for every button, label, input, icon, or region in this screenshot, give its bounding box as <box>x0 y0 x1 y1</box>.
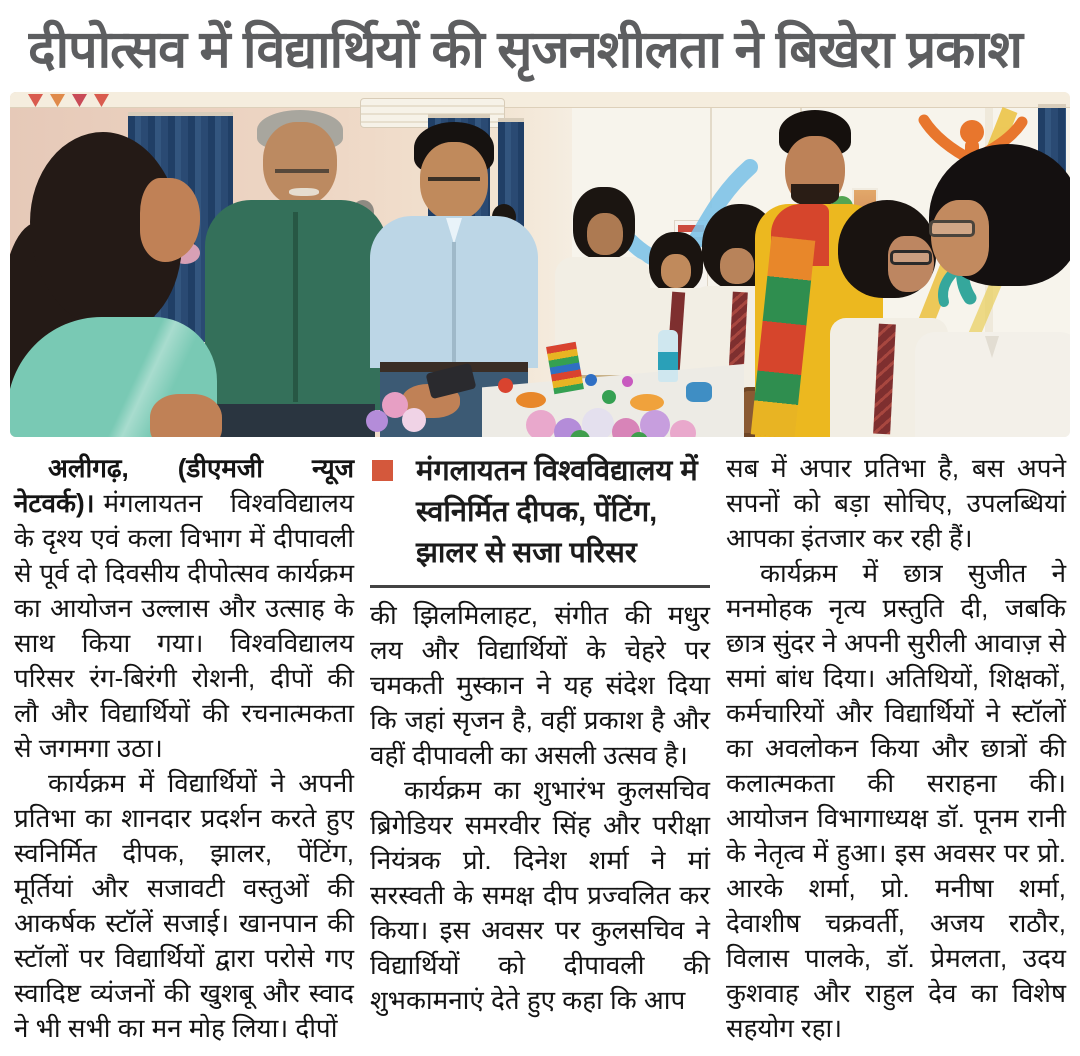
article-column-3 <box>726 451 1066 1046</box>
article-photo <box>10 92 1070 437</box>
paragraph: कार्यक्रम में विद्यार्थियों ने अपनी प्रतिभा का शानदार प्रदर्शन करते हुए स्वनिर्मित दीपक, झालर, पेंटिंग, मूर्तियां और सजावटी वस्तुओं की आकर्षक स्टॉलें सजाई। खानपान की स्टॉलों पर विद्यार्थियों द्वारा परोसे गए स्वादिष्ट व्यंजनों की खुशबू और स्वाद ने भी सभी का मन मोह लिया। दीपों <box>14 768 354 1043</box>
craft-item <box>585 374 597 386</box>
article-headline: दीपोत्सव में विद्यार्थियों की सृजनशीलता ने बिखेरा प्रकाश <box>28 20 1023 79</box>
shirt-buttons <box>293 212 298 402</box>
paragraph: कार्यक्रम का शुभारंभ कुलसचिव ब्रिगेडियर समरवीर सिंह और परीक्षा नियंत्रक प्रो. दिनेश शर्मा ने मां सरस्वती के समक्ष दीप प्रज्वलित कर किया। इस अवसर पर कुलसचिव ने विद्यार्थियों को दीपावली की शुभकामनाएं देते हुए कहा कि आप <box>370 775 710 1015</box>
rangoli-plate <box>630 394 664 411</box>
face <box>661 254 691 288</box>
flower-decor <box>366 410 388 432</box>
dateline: अलीगढ़, (डीएमजी न्यूज नेटवर्क)। <box>14 453 354 518</box>
article-column-2 <box>370 451 710 1046</box>
paragraph: कार्यक्रम में छात्र सुजीत ने मनमोहक नृत्य प्रस्तुति दी, जबकि छात्र सुंदर ने अपनी सुरीली आवाज़ से समां बांध दिया। अतिथियों, शिक्षकों, कर्मचारियों और विद्यार्थियों ने स्टॉलों का अवलोकन किया और छात्रों की कलात्मकता की सराहना की। आयोजन विभागाध्यक्ष डॉ. पूनम रानी के नेतृत्व में हुआ। इस अवसर पर प्रो. आरके शर्मा, प्रो. मनीषा शर्मा, देवाशीष चक्रवर्ती, अजय राठौर, विलास पालके, डॉ. प्रेमलता, उदय कुशवाह और राहुल देव का विशेष सहयोग रहा। <box>726 558 1066 1043</box>
article-body <box>14 451 1066 1046</box>
paragraph: सब में अपार प्रतिभा है, बस अपने सपनों को बड़ा सोचिए, उपलब्धियां आपका इंतजार कर रही हैं। <box>726 453 1066 553</box>
craft-item <box>622 376 633 387</box>
face <box>420 142 488 220</box>
paragraph: की झिलमिलाहट, संगीत की मधुर लय और विद्यार्थियों के चेहरे पर चमकती मुस्कान ने यह संदेश दिया कि जहां सृजन है, वहीं प्रकाश है और वहीं दीपावली का असली उत्सव है। <box>370 600 710 770</box>
arm <box>150 394 222 437</box>
water-bottle <box>658 330 678 382</box>
flower-decor <box>402 408 426 432</box>
face <box>140 178 200 262</box>
photo-woman-teal-saree <box>10 132 217 437</box>
craft-item <box>602 390 616 404</box>
face <box>931 200 989 276</box>
photo-girl-glasses <box>915 144 1070 437</box>
mustache <box>289 188 319 196</box>
face <box>720 248 754 284</box>
subhead-bullet-icon <box>372 460 393 481</box>
shirt-buttons <box>452 242 456 362</box>
flower-decor <box>526 410 556 437</box>
glasses-icon <box>275 164 329 173</box>
craft-item <box>498 378 513 393</box>
trousers <box>217 404 375 437</box>
photo-man-green-shirt <box>205 108 387 437</box>
subheadline-text: मंगलायतन विश्वविद्यालय में स्वनिर्मित दीपक, पेंटिंग, झालर से सजा परिसर <box>416 455 698 569</box>
article-column-1 <box>14 451 354 1046</box>
glasses-icon <box>428 172 480 181</box>
face <box>587 213 623 255</box>
paragraph <box>14 451 354 766</box>
glasses-icon <box>929 220 975 237</box>
subhead-divider <box>370 585 710 588</box>
paragraph-text: मंगलायतन विश्वविद्यालय के दृश्य एवं कला विभाग में दीपावली से पूर्व दो दिवसीय दीपोत्सव कार्यक्रम का आयोजन उल्लास और उत्साह के साथ किया गया। विश्वविद्यालय परिसर रंग-बिरंगी रोशनी, दीपों की लौ और विद्यार्थियों की रचनात्मकता से जगमगा उठा। <box>14 488 354 763</box>
craft-item <box>686 382 712 402</box>
subheadline <box>370 451 710 574</box>
rangoli-plate <box>516 392 546 408</box>
